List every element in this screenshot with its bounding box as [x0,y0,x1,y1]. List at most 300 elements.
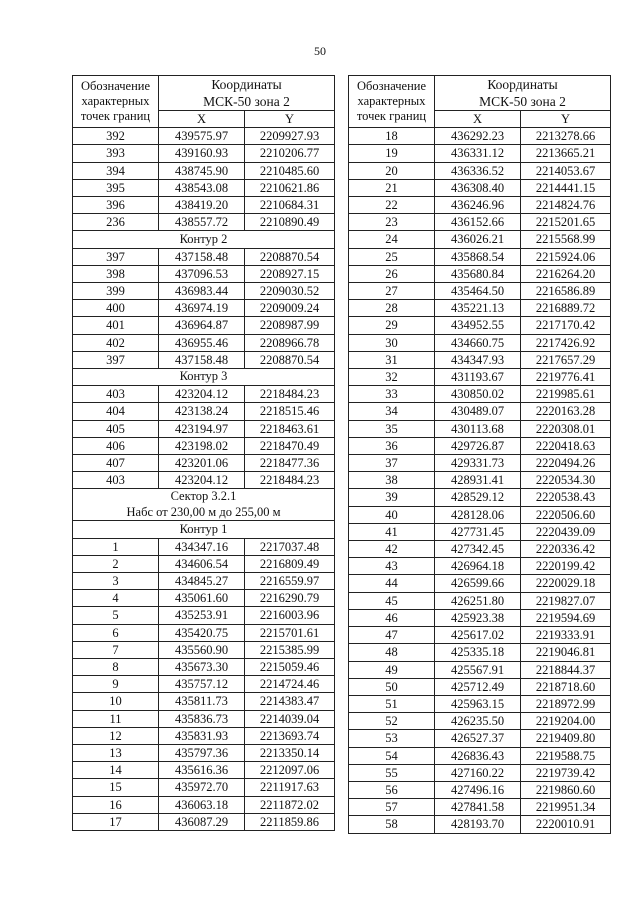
y-coordinate-cell: 2219204.00 [521,713,611,730]
point-id-cell: 58 [349,816,435,833]
y-coordinate-cell: 2214383.47 [245,693,335,710]
x-coordinate-cell: 435811.73 [159,693,245,710]
table-row [73,128,335,145]
y-coordinate-cell: 2219333.91 [521,627,611,644]
table-row [349,730,611,747]
table-row [349,283,611,300]
point-id-cell: 4 [73,590,159,607]
point-id-header: Обозначение характерных точек границ [73,76,159,128]
x-coordinate-cell: 438419.20 [159,197,245,214]
table-row [349,265,611,282]
x-coordinate-cell: 425923.38 [435,609,521,626]
sector-height-range: Набс от 230,00 м до 255,00 м [126,504,281,519]
x-coordinate-cell: 423194.97 [159,420,245,437]
point-id-cell: 9 [73,676,159,693]
x-coordinate-cell: 434660.75 [435,334,521,351]
point-id-cell: 27 [349,283,435,300]
x-coordinate-cell: 430489.07 [435,403,521,420]
y-coordinate-cell: 2215385.99 [245,641,335,658]
x-coordinate-cell: 434845.27 [159,573,245,590]
table-row [349,627,611,644]
section-title: Контур 1 [73,521,335,538]
y-coordinate-cell: 2218718.60 [521,678,611,695]
point-id-cell: 21 [349,179,435,196]
point-id-cell: 33 [349,386,435,403]
y-coordinate-cell: 2220010.91 [521,816,611,833]
point-id-cell: 16 [73,796,159,813]
x-coordinate-cell: 435673.30 [159,659,245,676]
y-coordinate-cell: 2219588.75 [521,747,611,764]
y-coordinate-cell: 2216586.89 [521,283,611,300]
table-row [73,403,335,420]
sector-name: Сектор 3.2.1 [170,489,237,504]
y-coordinate-cell: 2216559.97 [245,573,335,590]
x-coordinate-cell: 435061.60 [159,590,245,607]
table-row [349,661,611,678]
section-title: Контур 2 [73,231,335,248]
table-row [349,764,611,781]
x-coordinate-cell: 435836.73 [159,710,245,727]
y-coordinate-cell: 2210621.86 [245,179,335,196]
point-id-cell: 13 [73,745,159,762]
point-id-cell: 55 [349,764,435,781]
x-coordinate-cell: 427342.45 [435,541,521,558]
table-row [349,179,611,196]
point-id-cell: 26 [349,265,435,282]
x-coordinate-cell: 435680.84 [435,265,521,282]
coordinates-table-left [72,75,335,831]
y-coordinate-cell: 2208966.78 [245,334,335,351]
y-coordinate-cell: 2214824.76 [521,197,611,214]
table-row [349,799,611,816]
table-row [73,455,335,472]
point-id-cell: 404 [73,403,159,420]
x-coordinate-cell: 436964.87 [159,317,245,334]
point-id-cell: 20 [349,162,435,179]
point-id-cell: 17 [73,813,159,830]
y-coordinate-cell: 2220494.26 [521,455,611,472]
point-id-cell: 394 [73,162,159,179]
x-coordinate-cell: 434952.55 [435,317,521,334]
table-row [73,334,335,351]
y-coordinate-cell: 2219827.07 [521,592,611,609]
y-coordinate-cell: 2208870.54 [245,351,335,368]
point-id-cell: 402 [73,334,159,351]
x-coordinate-cell: 438745.90 [159,162,245,179]
y-coordinate-cell: 2211872.02 [245,796,335,813]
table-row [349,781,611,798]
y-coordinate-cell: 2215924.06 [521,248,611,265]
x-coordinate-cell: 426964.18 [435,558,521,575]
y-coordinate-cell: 2215701.61 [245,624,335,641]
point-id-cell: 24 [349,231,435,248]
table-row [73,727,335,744]
x-coordinate-cell: 438543.08 [159,179,245,196]
x-coordinate-cell: 425617.02 [435,627,521,644]
point-id-cell: 403 [73,472,159,489]
coordinates-header: Координаты МСК-50 зона 2 [159,76,335,111]
section-row [73,231,335,248]
y-coordinate-cell: 2210890.49 [245,214,335,231]
table-row [349,644,611,661]
point-id-cell: 45 [349,592,435,609]
y-coordinate-cell: 2220506.60 [521,506,611,523]
section-row [73,489,335,521]
table-row [73,745,335,762]
table-row [349,678,611,695]
point-id-cell: 40 [349,506,435,523]
point-id-cell: 405 [73,420,159,437]
y-coordinate-cell: 2213278.66 [521,128,611,145]
x-coordinate-cell: 435560.90 [159,641,245,658]
table-row [73,813,335,830]
x-coordinate-cell: 423138.24 [159,403,245,420]
point-id-cell: 34 [349,403,435,420]
y-coordinate-cell: 2212097.06 [245,762,335,779]
x-coordinate-cell: 436974.19 [159,300,245,317]
table-row [349,300,611,317]
x-coordinate-cell: 434606.54 [159,555,245,572]
y-coordinate-cell: 2211859.86 [245,813,335,830]
table-row [73,420,335,437]
point-id-cell: 396 [73,197,159,214]
table-row [73,265,335,282]
point-id-cell: 54 [349,747,435,764]
x-coordinate-cell: 426527.37 [435,730,521,747]
y-coordinate-cell: 2209009.24 [245,300,335,317]
x-coordinate-cell: 435420.75 [159,624,245,641]
point-id-cell: 397 [73,351,159,368]
y-coordinate-cell: 2220029.18 [521,575,611,592]
y-coordinate-cell: 2209927.93 [245,128,335,145]
y-coordinate-cell: 2217037.48 [245,538,335,555]
point-id-cell: 41 [349,523,435,540]
table-row [349,351,611,368]
point-id-cell: 22 [349,197,435,214]
page-number: 50 [314,44,326,58]
x-coordinate-cell: 427496.16 [435,781,521,798]
x-coordinate-cell: 427841.58 [435,799,521,816]
x-coordinate-cell: 434347.93 [435,351,521,368]
x-coordinate-cell: 436336.52 [435,162,521,179]
point-id-cell: 10 [73,693,159,710]
point-id-cell: 18 [349,128,435,145]
table-row [73,351,335,368]
x-coordinate-cell: 425963.15 [435,695,521,712]
table-row [349,713,611,730]
point-id-cell: 50 [349,678,435,695]
y-coordinate-cell: 2214724.46 [245,676,335,693]
x-coordinate-cell: 437158.48 [159,351,245,368]
table-row [349,695,611,712]
x-coordinate-cell: 435253.91 [159,607,245,624]
point-id-cell: 392 [73,128,159,145]
x-coordinate-cell: 430113.68 [435,420,521,437]
point-id-cell: 43 [349,558,435,575]
y-coordinate-cell: 2218972.99 [521,695,611,712]
table-row [349,472,611,489]
y-coordinate-cell: 2213350.14 [245,745,335,762]
table-row [73,538,335,555]
point-id-cell: 46 [349,609,435,626]
y-coordinate-cell: 2213665.21 [521,145,611,162]
table-row [73,607,335,624]
table-row [73,214,335,231]
y-coordinate-cell: 2216290.79 [245,590,335,607]
x-coordinate-cell: 435757.12 [159,676,245,693]
point-id-cell: 25 [349,248,435,265]
y-coordinate-cell: 2210206.77 [245,145,335,162]
table-row [73,386,335,403]
table-row [349,128,611,145]
x-coordinate-cell: 428193.70 [435,816,521,833]
x-coordinate-cell: 435868.54 [435,248,521,265]
point-id-cell: 44 [349,575,435,592]
point-id-cell: 53 [349,730,435,747]
point-id-cell: 49 [349,661,435,678]
table-row [349,162,611,179]
table-row [349,197,611,214]
y-coordinate-cell: 2217426.92 [521,334,611,351]
table-row [73,248,335,265]
point-id-header: Обозначение характерных точек границ [349,76,435,128]
x-coordinate-cell: 435831.93 [159,727,245,744]
table-row [73,590,335,607]
y-coordinate-cell: 2214053.67 [521,162,611,179]
point-id-cell: 3 [73,573,159,590]
x-coordinate-cell: 436308.40 [435,179,521,196]
table-row [349,334,611,351]
table-row [73,437,335,454]
table-row [73,555,335,572]
y-coordinate-cell: 2219985.61 [521,386,611,403]
x-coordinate-cell: 436292.23 [435,128,521,145]
x-coordinate-cell: 435797.36 [159,745,245,762]
y-coordinate-cell: 2214441.15 [521,179,611,196]
table-row [73,283,335,300]
y-coordinate-cell: 2218844.37 [521,661,611,678]
table-row [349,369,611,386]
x-coordinate-cell: 425335.18 [435,644,521,661]
point-id-cell: 48 [349,644,435,661]
y-coordinate-cell: 2208870.54 [245,248,335,265]
y-coordinate-cell: 2216003.96 [245,607,335,624]
y-coordinate-cell: 2219860.60 [521,781,611,798]
y-coordinate-cell: 2220534.30 [521,472,611,489]
y-coordinate-cell: 2218463.61 [245,420,335,437]
x-coordinate-cell: 435616.36 [159,762,245,779]
x-coordinate-cell: 436246.96 [435,197,521,214]
point-id-cell: 35 [349,420,435,437]
table-row [73,472,335,489]
point-id-cell: 37 [349,455,435,472]
y-coordinate-cell: 2219409.80 [521,730,611,747]
table-row [73,676,335,693]
x-coordinate-cell: 428128.06 [435,506,521,523]
point-id-cell: 1 [73,538,159,555]
point-id-cell: 406 [73,437,159,454]
point-id-cell: 23 [349,214,435,231]
y-coordinate-cell: 2215059.46 [245,659,335,676]
x-coordinate-cell: 423201.06 [159,455,245,472]
table-row [349,317,611,334]
y-coordinate-cell: 2209030.52 [245,283,335,300]
point-id-cell: 51 [349,695,435,712]
x-coordinate-cell: 429726.87 [435,437,521,454]
y-header: Y [521,111,611,128]
point-id-cell: 39 [349,489,435,506]
point-id-cell: 11 [73,710,159,727]
point-id-cell: 395 [73,179,159,196]
x-coordinate-cell: 436152.66 [435,214,521,231]
table-row [73,145,335,162]
table-row [73,796,335,813]
x-coordinate-cell: 429331.73 [435,455,521,472]
x-coordinate-cell: 434347.16 [159,538,245,555]
y-coordinate-cell: 2219046.81 [521,644,611,661]
y-coordinate-cell: 2218484.23 [245,472,335,489]
y-coordinate-cell: 2211917.63 [245,779,335,796]
table-row [349,386,611,403]
x-coordinate-cell: 426599.66 [435,575,521,592]
y-coordinate-cell: 2219776.41 [521,369,611,386]
table-row [73,624,335,641]
y-coordinate-cell: 2216264.20 [521,265,611,282]
x-coordinate-cell: 427160.22 [435,764,521,781]
point-id-cell: 28 [349,300,435,317]
x-coordinate-cell: 435221.13 [435,300,521,317]
y-coordinate-cell: 2216809.49 [245,555,335,572]
x-coordinate-cell: 437158.48 [159,248,245,265]
point-id-cell: 38 [349,472,435,489]
x-coordinate-cell: 425712.49 [435,678,521,695]
y-coordinate-cell: 2219739.42 [521,764,611,781]
point-id-cell: 236 [73,214,159,231]
table-row [73,659,335,676]
point-id-cell: 31 [349,351,435,368]
y-coordinate-cell: 2220336.42 [521,541,611,558]
x-coordinate-cell: 436331.12 [435,145,521,162]
point-id-cell: 398 [73,265,159,282]
x-coordinate-cell: 423198.02 [159,437,245,454]
y-coordinate-cell: 2210485.60 [245,162,335,179]
y-coordinate-cell: 2217657.29 [521,351,611,368]
x-coordinate-cell: 426251.80 [435,592,521,609]
table-row [349,437,611,454]
table-row [73,573,335,590]
x-coordinate-cell: 439160.93 [159,145,245,162]
y-coordinate-cell: 2215201.65 [521,214,611,231]
y-coordinate-cell: 2214039.04 [245,710,335,727]
point-id-cell: 407 [73,455,159,472]
point-id-cell: 6 [73,624,159,641]
y-coordinate-cell: 2220418.63 [521,437,611,454]
x-header: X [435,111,521,128]
header-row [73,76,335,111]
table-row [349,523,611,540]
x-coordinate-cell: 436983.44 [159,283,245,300]
point-id-cell: 7 [73,641,159,658]
point-id-cell: 57 [349,799,435,816]
coordinates-table-right [348,75,611,834]
coordinates-header: Координаты МСК-50 зона 2 [435,76,611,111]
table-row [73,641,335,658]
point-id-cell: 403 [73,386,159,403]
y-coordinate-cell: 2220163.28 [521,403,611,420]
sector-title [73,489,335,521]
y-coordinate-cell: 2220538.43 [521,489,611,506]
table-row [349,214,611,231]
x-coordinate-cell: 435464.50 [435,283,521,300]
table-row [349,816,611,833]
x-coordinate-cell: 426836.43 [435,747,521,764]
y-coordinate-cell: 2218477.36 [245,455,335,472]
x-coordinate-cell: 431193.67 [435,369,521,386]
point-id-cell: 29 [349,317,435,334]
point-id-cell: 32 [349,369,435,386]
y-coordinate-cell: 2208927.15 [245,265,335,282]
y-coordinate-cell: 2210684.31 [245,197,335,214]
x-coordinate-cell: 436063.18 [159,796,245,813]
y-coordinate-cell: 2217170.42 [521,317,611,334]
table-row [73,197,335,214]
x-coordinate-cell: 436955.46 [159,334,245,351]
x-coordinate-cell: 428529.12 [435,489,521,506]
y-coordinate-cell: 2218470.49 [245,437,335,454]
y-coordinate-cell: 2218515.46 [245,403,335,420]
x-coordinate-cell: 423204.12 [159,472,245,489]
table-row [349,231,611,248]
table-row [349,455,611,472]
table-row [349,592,611,609]
y-coordinate-cell: 2215568.99 [521,231,611,248]
table-row [73,693,335,710]
point-id-cell: 401 [73,317,159,334]
table-row [73,762,335,779]
section-title: Контур 3 [73,369,335,386]
point-id-cell: 52 [349,713,435,730]
point-id-cell: 8 [73,659,159,676]
table-row [73,300,335,317]
y-coordinate-cell: 2219594.69 [521,609,611,626]
table-row [349,747,611,764]
y-coordinate-cell: 2219951.34 [521,799,611,816]
point-id-cell: 397 [73,248,159,265]
table-row [349,420,611,437]
x-coordinate-cell: 430850.02 [435,386,521,403]
point-id-cell: 12 [73,727,159,744]
section-row [73,521,335,538]
x-header: X [159,111,245,128]
y-coordinate-cell: 2216889.72 [521,300,611,317]
x-coordinate-cell: 425567.91 [435,661,521,678]
table-row [349,609,611,626]
table-row [73,710,335,727]
x-coordinate-cell: 436087.29 [159,813,245,830]
point-id-cell: 30 [349,334,435,351]
point-id-cell: 393 [73,145,159,162]
point-id-cell: 56 [349,781,435,798]
y-coordinate-cell: 2220308.01 [521,420,611,437]
x-coordinate-cell: 435972.70 [159,779,245,796]
table-row [349,558,611,575]
section-row [73,369,335,386]
y-coordinate-cell: 2220199.42 [521,558,611,575]
y-coordinate-cell: 2220439.09 [521,523,611,540]
point-id-cell: 15 [73,779,159,796]
table-row [73,779,335,796]
point-id-cell: 19 [349,145,435,162]
